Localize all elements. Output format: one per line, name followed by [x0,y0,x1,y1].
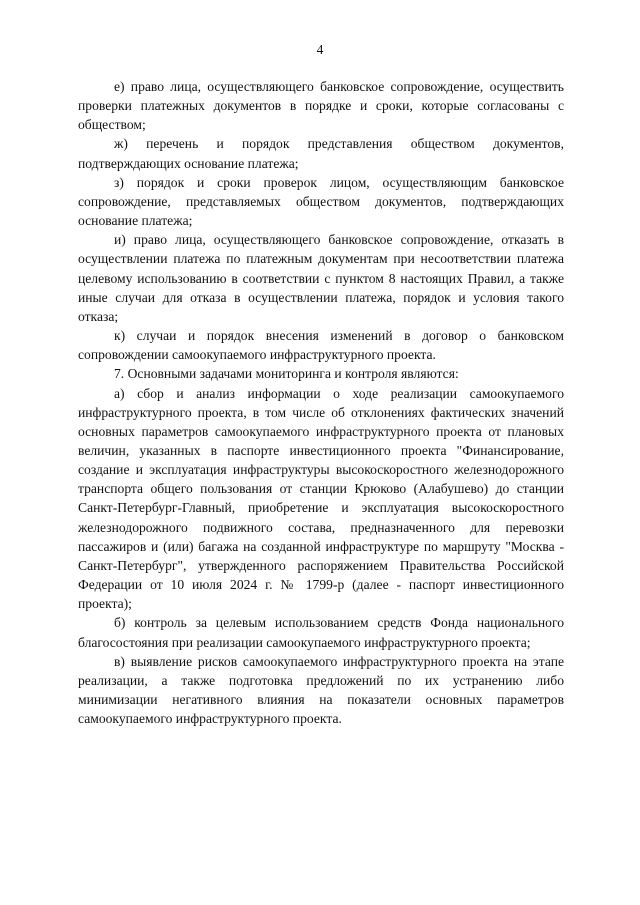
document-body [78,77,564,728]
paragraph-k: к) случаи и порядок внесения изменений в договор о банковском сопровождении самоокупаемого инфраструктурного проекта. [78,328,564,363]
paragraph-i: и) право лица, осуществляющего банковское сопровождение, отказать в осуществлении платежа по платежным документам при несоответствии платежа целевому использованию в соответствии с пунктом 8 настоящих Правил, а также иные случаи для отказа в осуществлении платежа, порядок и условия такого отказа; [78,232,564,324]
page-number: 4 [316,42,324,57]
paragraph-e: е) право лица, осуществляющего банковское сопровождение, осуществить проверки платежных документов в порядке и сроки, которые согласованы с обществом; [78,79,564,133]
paragraph-b: б) контроль за целевым использованием средств Фонда национального благосостояния при реализации самоокупаемого инфраструктурного проекта; [78,615,564,650]
paragraph-v: в) выявление рисков самоокупаемого инфраструктурного проекта на этапе реализации, а также подготовка предложений по их устранению либо минимизации негативного влияния на показатели основных параметров самоокупаемого инфраструктурного проекта. [78,653,564,727]
paragraph-z: з) порядок и сроки проверок лицом, осуществляющим банковское сопровождение, представляемых обществом документов, подтверждающих основание платежа; [78,174,564,229]
paragraph-a: а) сбор и анализ информации о ходе реализации самоокупаемого инфраструктурного проекта, в том числе об отклонениях фактических значений основных параметров самоокупаемого инфраструктурного проекта от плановых величин, указанных в паспорте инвестиционного проекта "Финансирование, создание и эксплуатация инфраструктуры высокоскоростного железнодорожного транспорта общего пользования от станции Крюково (Алабушево) до станции Санкт-Петербург-Главный, приобретение и эксплуатация высокоскоростного железнодорожного подвижного состава, предназначенного для перевозки пассажиров и (или) багажа на созданной инфраструктуре по маршруту "Москва - Санкт-Петербург", утвержденного распоряжением Правительства Российской Федерации от 10 июля 2024 г. № 1799-р (далее - паспорт инвестиционного проекта); [78,385,564,612]
paragraph-zh: ж) перечень и порядок представления обществом документов, подтверждающих основание платежа; [78,136,564,171]
section-7-heading: 7. Основными задачами мониторинга и контроля являются: [114,366,459,382]
